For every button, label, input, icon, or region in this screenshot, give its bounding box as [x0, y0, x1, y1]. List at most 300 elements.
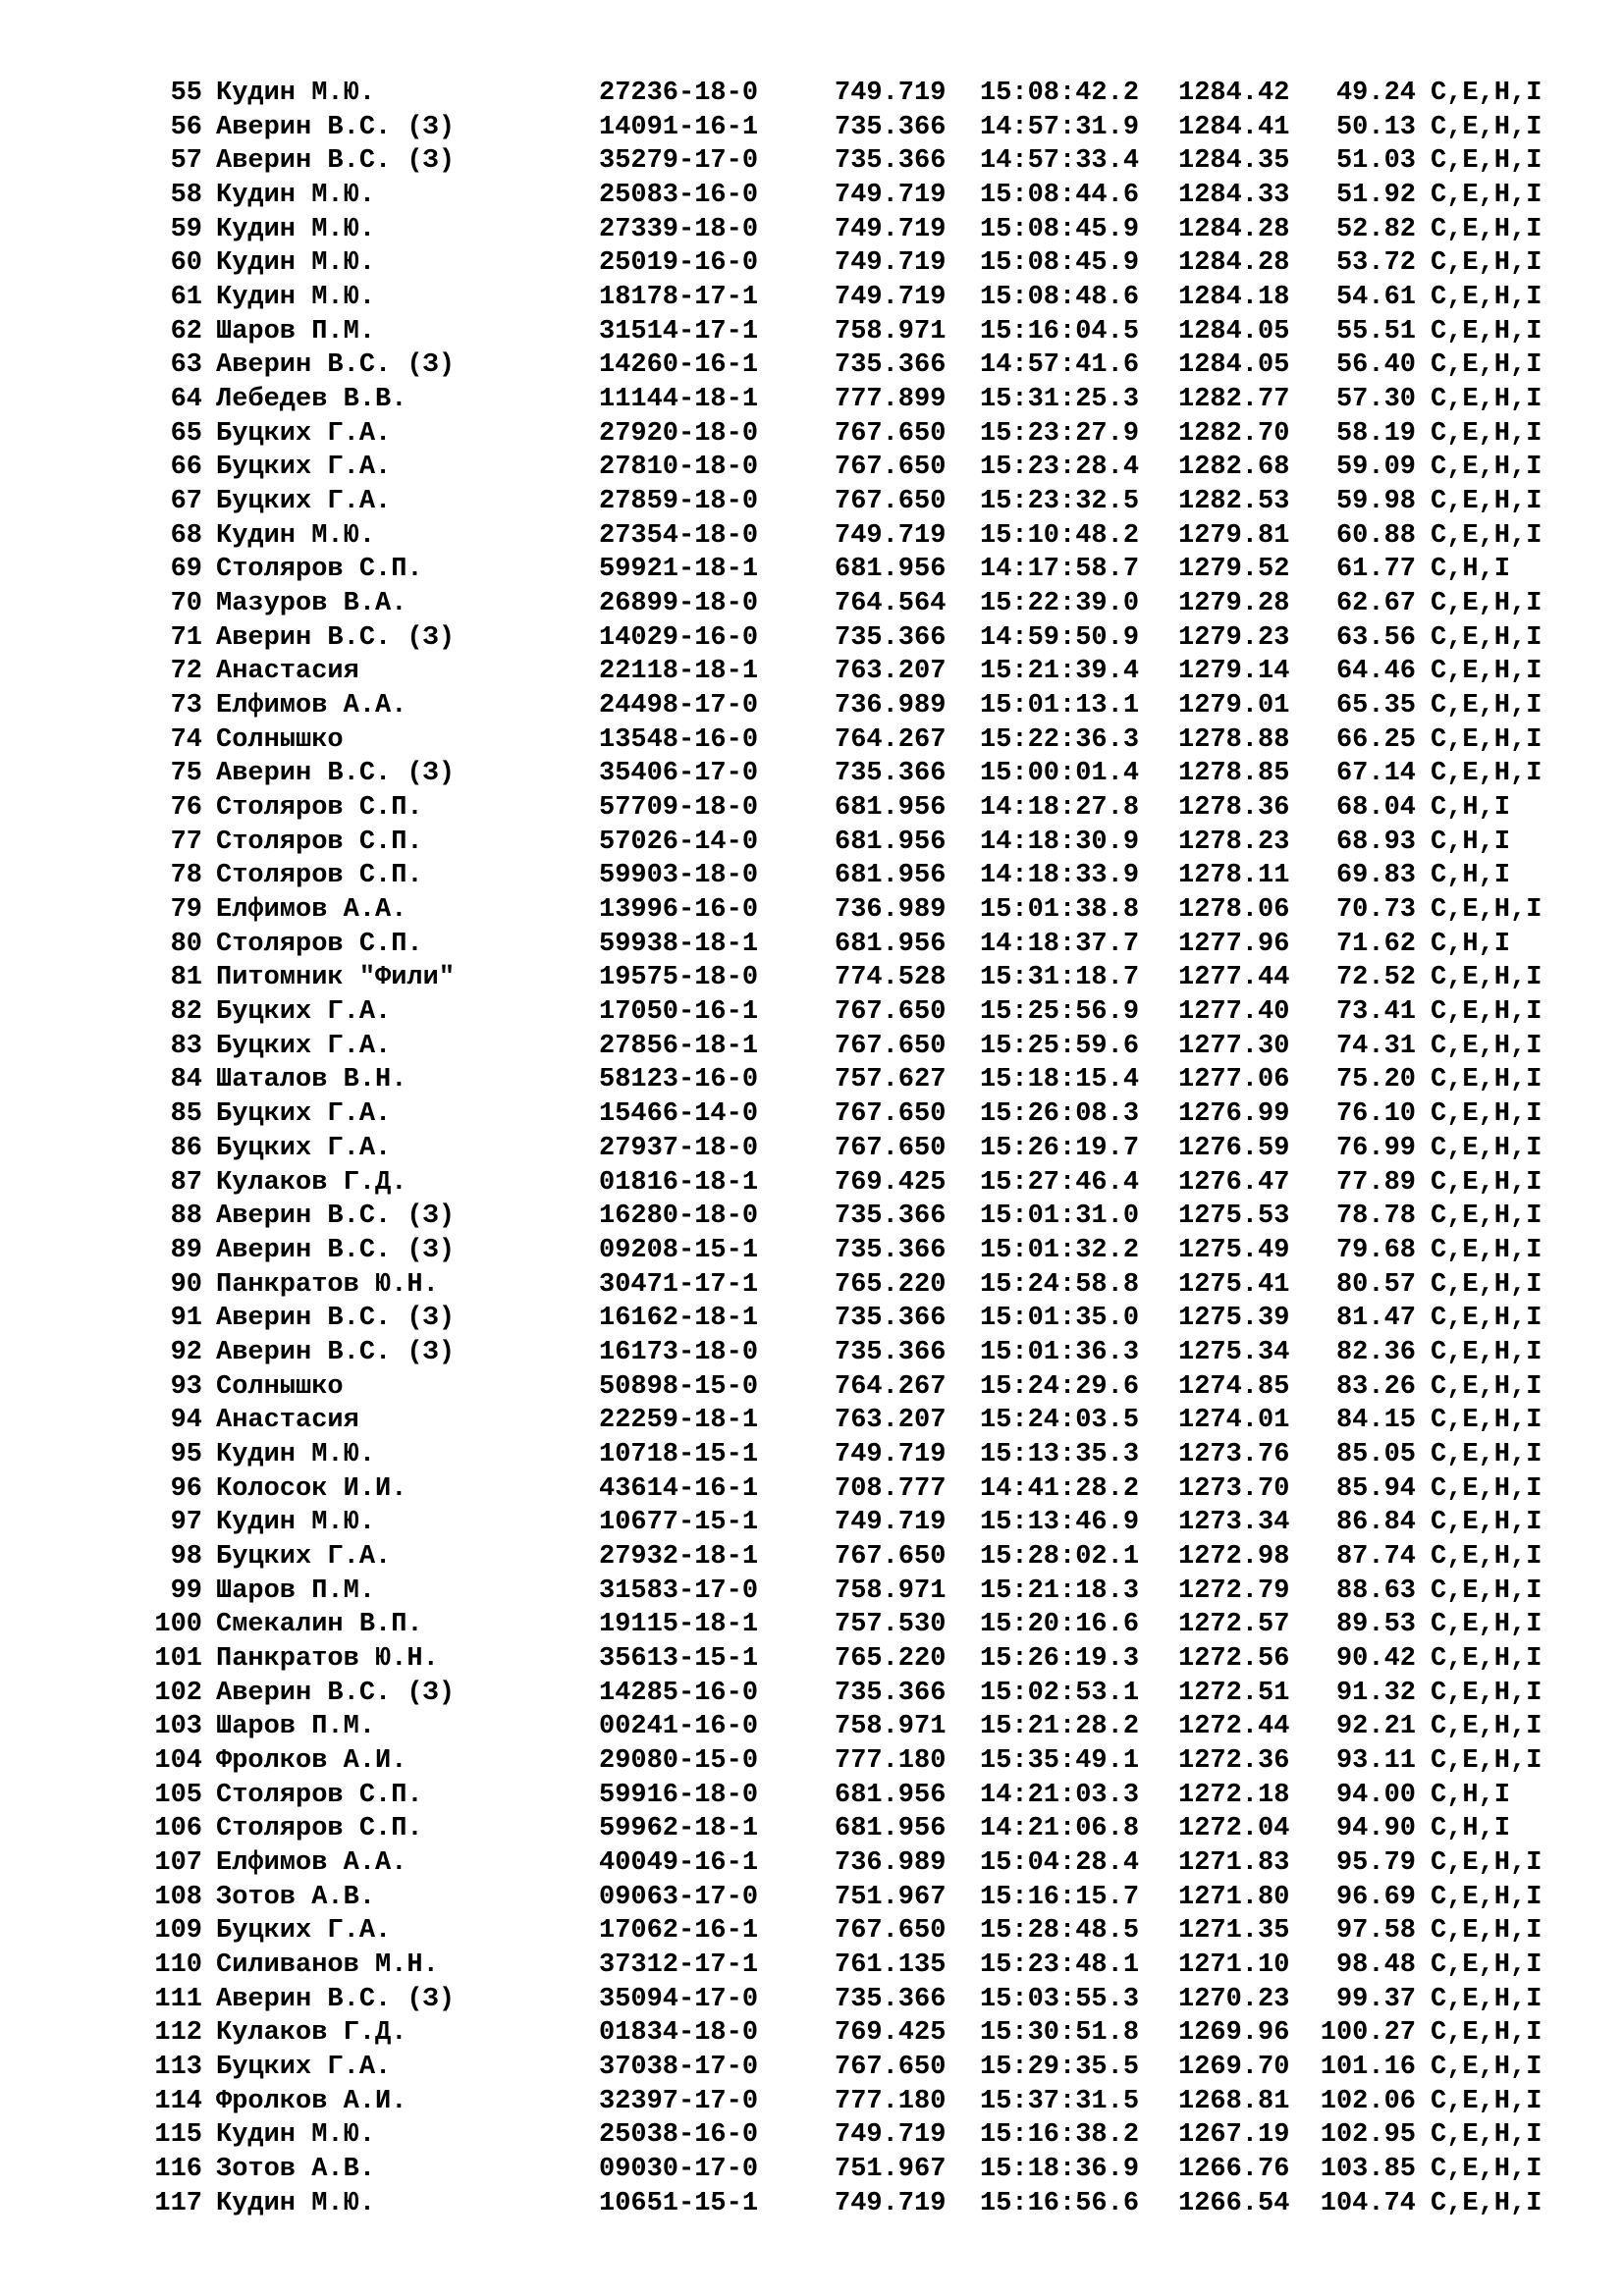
coefficient-value: 77.89: [1335, 1167, 1416, 1198]
speed-value: 1266.76: [1178, 2154, 1290, 2184]
owner-name: Шаров П.М.: [216, 1712, 376, 1742]
category-flags: C,H,I: [1431, 1780, 1511, 1810]
ring-number: 17050-16-1: [599, 997, 759, 1028]
place-number: 110: [154, 1949, 202, 1980]
owner-name: Панкратов Ю.Н.: [216, 1269, 439, 1300]
ring-number: 01816-18-1: [599, 1167, 759, 1198]
owner-name: Фролков А.И.: [216, 1745, 407, 1776]
owner-name: Кудин М.Ю.: [216, 2120, 376, 2151]
category-flags: C,E,H,I: [1431, 657, 1543, 687]
speed-value: 1273.76: [1178, 1439, 1290, 1469]
ring-number: 58123-16-0: [599, 1065, 759, 1095]
distance-value: 767.650: [835, 453, 947, 483]
distance-value: 769.425: [835, 2018, 947, 2049]
owner-name: Буцких Г.А.: [216, 2052, 392, 2082]
coefficient-value: 69.83: [1335, 861, 1416, 891]
place-number: 66: [170, 453, 202, 483]
place-number: 102: [154, 1678, 202, 1708]
speed-value: 1278.11: [1178, 861, 1290, 891]
arrival-time: 15:35:49.1: [980, 1745, 1140, 1776]
ring-number: 35279-17-0: [599, 146, 759, 177]
coefficient-value: 78.78: [1335, 1201, 1416, 1232]
ring-number: 01834-18-0: [599, 2018, 759, 2049]
owner-name: Аверин В.С. (З): [216, 350, 456, 381]
arrival-time: 15:08:45.9: [980, 248, 1140, 279]
ring-number: 27932-18-1: [599, 1541, 759, 1572]
speed-value: 1284.18: [1178, 283, 1290, 313]
place-number: 73: [170, 691, 202, 721]
speed-value: 1275.53: [1178, 1201, 1290, 1232]
place-number: 99: [170, 1575, 202, 1606]
ring-number: 40049-16-1: [599, 1847, 759, 1878]
owner-name: Буцких Г.А.: [216, 1099, 392, 1130]
place-number: 71: [170, 622, 202, 653]
coefficient-value: 98.48: [1335, 1949, 1416, 1980]
place-number: 78: [170, 861, 202, 891]
owner-name: Аверин В.С. (З): [216, 1304, 456, 1334]
distance-value: 777.180: [835, 2086, 947, 2116]
distance-value: 765.220: [835, 1643, 947, 1674]
speed-value: 1271.83: [1178, 1847, 1290, 1878]
category-flags: C,E,H,I: [1431, 1235, 1543, 1265]
speed-value: 1277.44: [1178, 963, 1290, 993]
coefficient-value: 63.56: [1335, 622, 1416, 653]
ring-number: 13548-16-0: [599, 724, 759, 755]
arrival-time: 15:24:29.6: [980, 1371, 1140, 1402]
owner-name: Кудин М.Ю.: [216, 1439, 376, 1469]
place-number: 87: [170, 1167, 202, 1198]
place-number: 95: [170, 1439, 202, 1469]
place-number: 104: [154, 1745, 202, 1776]
arrival-time: 15:10:48.2: [980, 520, 1140, 551]
owner-name: Шаталов В.Н.: [216, 1065, 407, 1095]
arrival-time: 15:01:31.0: [980, 1201, 1140, 1232]
ring-number: 32397-17-0: [599, 2086, 759, 2116]
speed-value: 1270.23: [1178, 1984, 1290, 2014]
owner-name: Елфимов А.А.: [216, 1847, 407, 1878]
arrival-time: 15:04:28.4: [980, 1847, 1140, 1878]
ring-number: 16280-18-0: [599, 1201, 759, 1232]
distance-value: 735.366: [835, 1678, 947, 1708]
coefficient-value: 92.21: [1335, 1712, 1416, 1742]
coefficient-value: 79.68: [1335, 1235, 1416, 1265]
coefficient-value: 96.69: [1335, 1882, 1416, 1912]
distance-value: 765.220: [835, 1269, 947, 1300]
place-number: 97: [170, 1508, 202, 1538]
ring-number: 11144-18-1: [599, 385, 759, 415]
category-flags: C,E,H,I: [1431, 997, 1543, 1028]
distance-value: 767.650: [835, 1541, 947, 1572]
arrival-time: 15:01:36.3: [980, 1337, 1140, 1367]
arrival-time: 15:24:58.8: [980, 1269, 1140, 1300]
owner-name: Смекалин В.П.: [216, 1610, 423, 1640]
category-flags: C,E,H,I: [1431, 248, 1543, 279]
distance-value: 751.967: [835, 2154, 947, 2184]
place-number: 107: [154, 1847, 202, 1878]
ring-number: 27920-18-0: [599, 418, 759, 449]
owner-name: Елфимов А.А.: [216, 691, 407, 721]
owner-name: Солнышко: [216, 1371, 344, 1402]
distance-value: 767.650: [835, 418, 947, 449]
owner-name: Кудин М.Ю.: [216, 2188, 376, 2218]
category-flags: C,E,H,I: [1431, 181, 1543, 211]
category-flags: C,H,I: [1431, 861, 1511, 891]
ring-number: 35613-15-1: [599, 1643, 759, 1674]
ring-number: 37312-17-1: [599, 1949, 759, 1980]
owner-name: Кудин М.Ю.: [216, 248, 376, 279]
distance-value: 767.650: [835, 1133, 947, 1163]
speed-value: 1267.19: [1178, 2120, 1290, 2151]
ring-number: 27856-18-1: [599, 1031, 759, 1061]
owner-name: Аверин В.С. (З): [216, 1235, 456, 1265]
category-flags: C,E,H,I: [1431, 283, 1543, 313]
category-flags: C,E,H,I: [1431, 316, 1543, 347]
ring-number: 27937-18-0: [599, 1133, 759, 1163]
owner-name: Аверин В.С. (З): [216, 622, 456, 653]
place-number: 84: [170, 1065, 202, 1095]
place-number: 90: [170, 1269, 202, 1300]
coefficient-value: 55.51: [1335, 316, 1416, 347]
speed-value: 1284.28: [1178, 214, 1290, 244]
speed-value: 1271.80: [1178, 1882, 1290, 1912]
distance-value: 777.899: [835, 385, 947, 415]
category-flags: C,E,H,I: [1431, 453, 1543, 483]
place-number: 89: [170, 1235, 202, 1265]
coefficient-value: 80.57: [1335, 1269, 1416, 1300]
owner-name: Кулаков Г.Д.: [216, 1167, 407, 1198]
owner-name: Елфимов А.А.: [216, 895, 407, 926]
ring-number: 17062-16-1: [599, 1916, 759, 1947]
place-number: 58: [170, 181, 202, 211]
coefficient-value: 62.67: [1335, 589, 1416, 619]
owner-name: Аверин В.С. (З): [216, 1678, 456, 1708]
arrival-time: 15:08:48.6: [980, 283, 1140, 313]
speed-value: 1278.88: [1178, 724, 1290, 755]
arrival-time: 14:18:33.9: [980, 861, 1140, 891]
speed-value: 1269.70: [1178, 2052, 1290, 2082]
ring-number: 59903-18-0: [599, 861, 759, 891]
place-number: 79: [170, 895, 202, 926]
coefficient-value: 75.20: [1335, 1065, 1416, 1095]
ring-number: 25083-16-0: [599, 181, 759, 211]
coefficient-value: 91.32: [1335, 1678, 1416, 1708]
arrival-time: 15:30:51.8: [980, 2018, 1140, 2049]
owner-name: Аверин В.С. (З): [216, 1337, 456, 1367]
arrival-time: 15:00:01.4: [980, 759, 1140, 789]
ring-number: 59938-18-1: [599, 929, 759, 959]
place-number: 68: [170, 520, 202, 551]
coefficient-value: 53.72: [1335, 248, 1416, 279]
category-flags: C,E,H,I: [1431, 2018, 1543, 2049]
coefficient-value: 102.06: [1320, 2086, 1416, 2116]
owner-name: Столяров С.П.: [216, 555, 423, 585]
place-number: 92: [170, 1337, 202, 1367]
category-flags: C,E,H,I: [1431, 79, 1543, 108]
ring-number: 35094-17-0: [599, 1984, 759, 2014]
distance-value: 758.971: [835, 1575, 947, 1606]
ring-number: 43614-16-1: [599, 1473, 759, 1504]
place-number: 56: [170, 112, 202, 142]
distance-value: 681.956: [835, 1780, 947, 1810]
category-flags: C,E,H,I: [1431, 112, 1543, 142]
coefficient-value: 76.99: [1335, 1133, 1416, 1163]
owner-name: Столяров С.П.: [216, 861, 423, 891]
place-number: 116: [154, 2154, 202, 2184]
ring-number: 18178-17-1: [599, 283, 759, 313]
arrival-time: 15:18:36.9: [980, 2154, 1140, 2184]
place-number: 94: [170, 1406, 202, 1436]
ring-number: 59962-18-1: [599, 1814, 759, 1844]
coefficient-value: 70.73: [1335, 895, 1416, 926]
arrival-time: 15:01:32.2: [980, 1235, 1140, 1265]
category-flags: C,E,H,I: [1431, 385, 1543, 415]
owner-name: Шаров П.М.: [216, 316, 376, 347]
speed-value: 1284.42: [1178, 79, 1290, 108]
place-number: 65: [170, 418, 202, 449]
ring-number: 09208-15-1: [599, 1235, 759, 1265]
arrival-time: 15:23:32.5: [980, 487, 1140, 517]
coefficient-value: 76.10: [1335, 1099, 1416, 1130]
owner-name: Зотов А.В.: [216, 2154, 376, 2184]
owner-name: Шаров П.М.: [216, 1575, 376, 1606]
coefficient-value: 93.11: [1335, 1745, 1416, 1776]
arrival-time: 15:26:08.3: [980, 1099, 1140, 1130]
speed-value: 1284.05: [1178, 316, 1290, 347]
place-number: 103: [154, 1712, 202, 1742]
ring-number: 59916-18-0: [599, 1780, 759, 1810]
arrival-time: 15:21:39.4: [980, 657, 1140, 687]
owner-name: Буцких Г.А.: [216, 997, 392, 1028]
speed-value: 1276.59: [1178, 1133, 1290, 1163]
speed-value: 1278.36: [1178, 793, 1290, 824]
category-flags: C,E,H,I: [1431, 418, 1543, 449]
category-flags: C,E,H,I: [1431, 1643, 1543, 1674]
coefficient-value: 89.53: [1335, 1610, 1416, 1640]
speed-value: 1275.34: [1178, 1337, 1290, 1367]
speed-value: 1272.57: [1178, 1610, 1290, 1640]
speed-value: 1282.68: [1178, 453, 1290, 483]
ring-number: 25019-16-0: [599, 248, 759, 279]
speed-value: 1277.06: [1178, 1065, 1290, 1095]
coefficient-value: 59.09: [1335, 453, 1416, 483]
arrival-time: 15:13:46.9: [980, 1508, 1140, 1538]
coefficient-value: 102.95: [1320, 2120, 1416, 2151]
distance-value: 763.207: [835, 657, 947, 687]
ring-number: 35406-17-0: [599, 759, 759, 789]
speed-value: 1284.33: [1178, 181, 1290, 211]
speed-value: 1284.41: [1178, 112, 1290, 142]
owner-name: Колосок И.И.: [216, 1473, 407, 1504]
owner-name: Анастасия: [216, 657, 359, 687]
arrival-time: 15:31:18.7: [980, 963, 1140, 993]
distance-value: 749.719: [835, 1508, 947, 1538]
coefficient-value: 49.24: [1335, 79, 1416, 108]
owner-name: Аверин В.С. (З): [216, 146, 456, 177]
coefficient-value: 87.74: [1335, 1541, 1416, 1572]
owner-name: Кудин М.Ю.: [216, 79, 376, 108]
category-flags: C,E,H,I: [1431, 214, 1543, 244]
category-flags: C,H,I: [1431, 1814, 1511, 1844]
ring-number: 00241-16-0: [599, 1712, 759, 1742]
coefficient-value: 94.00: [1335, 1780, 1416, 1810]
ring-number: 10718-15-1: [599, 1439, 759, 1469]
speed-value: 1282.53: [1178, 487, 1290, 517]
place-number: 59: [170, 214, 202, 244]
category-flags: C,E,H,I: [1431, 1406, 1543, 1436]
place-number: 112: [154, 2018, 202, 2049]
arrival-time: 15:01:35.0: [980, 1304, 1140, 1334]
distance-value: 758.971: [835, 1712, 947, 1742]
arrival-time: 15:20:16.6: [980, 1610, 1140, 1640]
arrival-time: 14:18:30.9: [980, 827, 1140, 857]
arrival-time: 15:23:48.1: [980, 1949, 1140, 1980]
speed-value: 1272.79: [1178, 1575, 1290, 1606]
owner-name: Кудин М.Ю.: [216, 283, 376, 313]
owner-name: Кулаков Г.Д.: [216, 2018, 407, 2049]
speed-value: 1272.04: [1178, 1814, 1290, 1844]
distance-value: 736.989: [835, 1847, 947, 1878]
arrival-time: 14:18:27.8: [980, 793, 1140, 824]
category-flags: C,E,H,I: [1431, 2120, 1543, 2151]
speed-value: 1268.81: [1178, 2086, 1290, 2116]
ring-number: 24498-17-0: [599, 691, 759, 721]
distance-value: 681.956: [835, 929, 947, 959]
distance-value: 749.719: [835, 214, 947, 244]
distance-value: 761.135: [835, 1949, 947, 1980]
coefficient-value: 59.98: [1335, 487, 1416, 517]
owner-name: Буцких Г.А.: [216, 1031, 392, 1061]
place-number: 96: [170, 1473, 202, 1504]
category-flags: C,E,H,I: [1431, 520, 1543, 551]
place-number: 82: [170, 997, 202, 1028]
coefficient-value: 57.30: [1335, 385, 1416, 415]
coefficient-value: 64.46: [1335, 657, 1416, 687]
place-number: 114: [154, 2086, 202, 2116]
place-number: 83: [170, 1031, 202, 1061]
coefficient-value: 103.85: [1320, 2154, 1416, 2184]
coefficient-value: 51.03: [1335, 146, 1416, 177]
distance-value: 681.956: [835, 827, 947, 857]
owner-name: Аверин В.С. (З): [216, 1984, 456, 2014]
arrival-time: 15:16:56.6: [980, 2188, 1140, 2218]
distance-value: 735.366: [835, 1201, 947, 1232]
arrival-time: 14:57:31.9: [980, 112, 1140, 142]
owner-name: Кудин М.Ю.: [216, 214, 376, 244]
place-number: 76: [170, 793, 202, 824]
speed-value: 1277.40: [1178, 997, 1290, 1028]
place-number: 70: [170, 589, 202, 619]
ring-number: 27810-18-0: [599, 453, 759, 483]
coefficient-value: 94.90: [1335, 1814, 1416, 1844]
distance-value: 735.366: [835, 622, 947, 653]
arrival-time: 15:24:03.5: [980, 1406, 1140, 1436]
coefficient-value: 85.05: [1335, 1439, 1416, 1469]
place-number: 101: [154, 1643, 202, 1674]
coefficient-value: 95.79: [1335, 1847, 1416, 1878]
arrival-time: 15:16:04.5: [980, 316, 1140, 347]
speed-value: 1271.10: [1178, 1949, 1290, 1980]
arrival-time: 15:31:25.3: [980, 385, 1140, 415]
category-flags: C,E,H,I: [1431, 1304, 1543, 1334]
arrival-time: 15:01:13.1: [980, 691, 1140, 721]
distance-value: 758.971: [835, 316, 947, 347]
coefficient-value: 73.41: [1335, 997, 1416, 1028]
arrival-time: 15:22:36.3: [980, 724, 1140, 755]
place-number: 74: [170, 724, 202, 755]
speed-value: 1277.30: [1178, 1031, 1290, 1061]
coefficient-value: 65.35: [1335, 691, 1416, 721]
coefficient-value: 68.93: [1335, 827, 1416, 857]
arrival-time: 15:08:44.6: [980, 181, 1140, 211]
distance-value: 735.366: [835, 1304, 947, 1334]
place-number: 98: [170, 1541, 202, 1572]
arrival-time: 15:21:28.2: [980, 1712, 1140, 1742]
arrival-time: 15:25:56.9: [980, 997, 1140, 1028]
place-number: 62: [170, 316, 202, 347]
coefficient-value: 54.61: [1335, 283, 1416, 313]
distance-value: 767.650: [835, 1916, 947, 1947]
category-flags: C,E,H,I: [1431, 146, 1543, 177]
arrival-time: 14:57:41.6: [980, 350, 1140, 381]
arrival-time: 15:26:19.7: [980, 1133, 1140, 1163]
coefficient-value: 56.40: [1335, 350, 1416, 381]
category-flags: C,E,H,I: [1431, 2188, 1543, 2218]
ring-number: 16173-18-0: [599, 1337, 759, 1367]
owner-name: Силиванов М.Н.: [216, 1949, 439, 1980]
ring-number: 10677-15-1: [599, 1508, 759, 1538]
ring-number: 27339-18-0: [599, 214, 759, 244]
place-number: 106: [154, 1814, 202, 1844]
speed-value: 1271.35: [1178, 1916, 1290, 1947]
place-number: 57: [170, 146, 202, 177]
coefficient-value: 72.52: [1335, 963, 1416, 993]
owner-name: Столяров С.П.: [216, 827, 423, 857]
coefficient-value: 90.42: [1335, 1643, 1416, 1674]
ring-number: 26899-18-0: [599, 589, 759, 619]
category-flags: C,E,H,I: [1431, 1575, 1543, 1606]
coefficient-value: 83.26: [1335, 1371, 1416, 1402]
ring-number: 25038-16-0: [599, 2120, 759, 2151]
speed-value: 1278.85: [1178, 759, 1290, 789]
distance-value: 749.719: [835, 283, 947, 313]
owner-name: Кудин М.Ю.: [216, 181, 376, 211]
category-flags: C,E,H,I: [1431, 1984, 1543, 2014]
category-flags: C,E,H,I: [1431, 759, 1543, 789]
category-flags: C,E,H,I: [1431, 1916, 1543, 1947]
speed-value: 1273.34: [1178, 1508, 1290, 1538]
distance-value: 681.956: [835, 861, 947, 891]
category-flags: C,E,H,I: [1431, 1031, 1543, 1061]
place-number: 81: [170, 963, 202, 993]
place-number: 115: [154, 2120, 202, 2151]
category-flags: C,E,H,I: [1431, 487, 1543, 517]
speed-value: 1276.47: [1178, 1167, 1290, 1198]
ring-number: 15466-14-0: [599, 1099, 759, 1130]
place-number: 111: [154, 1984, 202, 2014]
place-number: 91: [170, 1304, 202, 1334]
place-number: 117: [154, 2188, 202, 2218]
arrival-time: 15:26:19.3: [980, 1643, 1140, 1674]
owner-name: Буцких Г.А.: [216, 418, 392, 449]
coefficient-value: 71.62: [1335, 929, 1416, 959]
distance-value: 764.267: [835, 724, 947, 755]
owner-name: Столяров С.П.: [216, 929, 423, 959]
category-flags: C,E,H,I: [1431, 1712, 1543, 1742]
ring-number: 22259-18-1: [599, 1406, 759, 1436]
category-flags: C,H,I: [1431, 929, 1511, 959]
ring-number: 19115-18-1: [599, 1610, 759, 1640]
distance-value: 708.777: [835, 1473, 947, 1504]
